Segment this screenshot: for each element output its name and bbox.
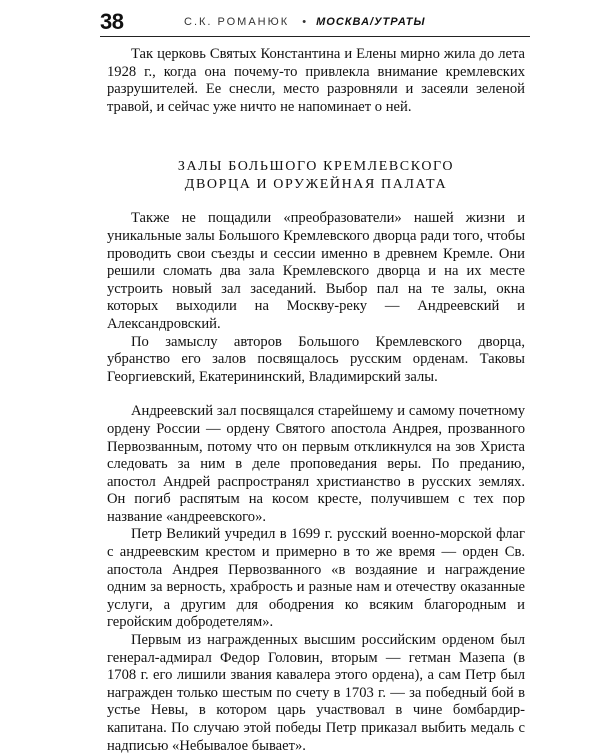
section-heading-line-2: ДВОРЦА И ОРУЖЕЙНАЯ ПАЛАТА [184, 177, 448, 193]
book-title: МОСКВА/УТРАТЫ [316, 16, 426, 28]
paragraph-1: Также не пощадили «преобразователи» нашей жизни и уникальные залы Большого Кремлевского дворца ради того, чтобы проводить свои съезды и сессии именно в древнем Кремле. Они решили сломать два зала Кремлевского дворца и на их месте устроить новый зал заседаний. Выбор пал на те залы, окна которых выходили на Москву-реку — Андреевский и Александровский. [107, 210, 525, 332]
page-number: 38 [100, 9, 124, 34]
running-head [184, 16, 425, 28]
section-heading [107, 158, 525, 194]
header-separator: • [302, 16, 309, 28]
paragraph-3: Андреевский зал посвящался старейшему и самому почетному ордену России — ордену Святого апостола Андрея, прозванного Первозванным, потому что он первым откликнулся на зов Христа следовать за ним в деле проповедания веры. По преданию, апостол Андрей распространял христианство в русских землях. Он погиб распятым на косом кресте, получившем с тех пор название «андреевского». [107, 403, 525, 525]
paragraph-gap [107, 386, 525, 403]
page-body [107, 46, 525, 755]
paragraph-4: Петр Великий учредил в 1699 г. русский военно-морской флаг с андреевским крестом и примерно в то же время — орден Св. апостола Андрея Первозванного «в воздаяние и награждение одним за верность, храбрость и разные нам и отечеству оказанные услуги, а другим для ободрения ко всяким благородным и геройским добродетелям». [107, 526, 525, 631]
header-rule [100, 36, 530, 37]
paragraph-5: Первым из награжденных высшим российским орденом был генерал-адмирал Федор Головин, вторым — гетман Мазепа (в 1708 г. его лишили звания кавалера этого ордена), а сам Петр был награжден только шестым по счету в 1703 г. — за победный бой в устье Невы, в котором царь участвовал в чине бомбардир-капитана. По случаю этой победы Петр приказал выбить медаль с надписью «Небывалое бывает». [107, 632, 525, 754]
section-heading-line-1: ЗАЛЫ БОЛЬШОГО КРЕМЛЕВСКОГО [177, 159, 455, 175]
intro-paragraph: Так церковь Святых Константина и Елены мирно жила до лета 1928 г., когда она почему-то привлекла внимание кремлевских разрушителей. Ее снесли, место разровняли и засеяли зеленой травой, и сейчас уже ничто не напоминает о ней. [107, 46, 525, 115]
author-name: С.К. РОМАНЮК [184, 16, 290, 28]
paragraph-2: По замыслу авторов Большого Кремлевского дворца, убранство его залов посвящалось русским орденам. Таковы Георгиевский, Екатерининский, Владимирский залы. [107, 333, 525, 385]
page-header [100, 9, 530, 36]
